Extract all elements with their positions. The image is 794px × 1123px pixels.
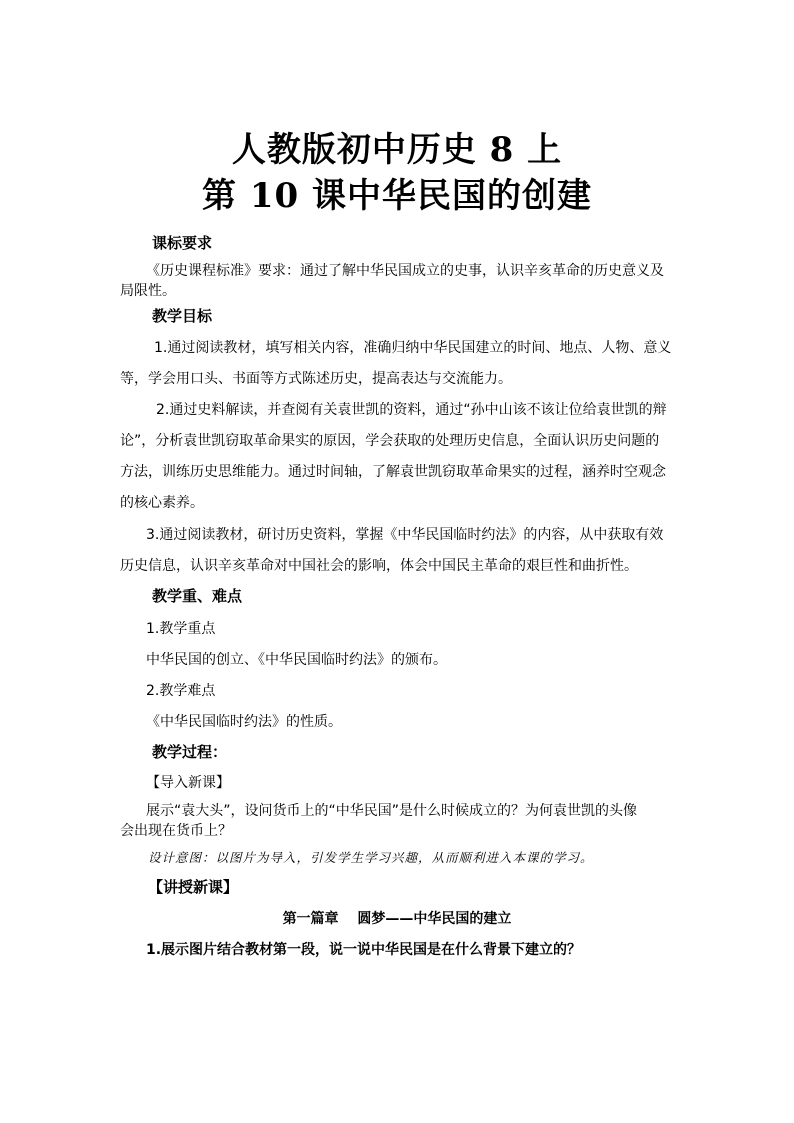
goal1-line2: 等，学会用口头、书面等方式陈述历史，提高表达与交流能力。 — [120, 371, 512, 387]
goals-heading: 教学目标 — [152, 307, 213, 325]
goal2-line3: 方法，训练历史思维能力。通过时间轴，了解袁世凯窃取革命果实的过程，涵养时空观念 — [120, 464, 666, 480]
document-title-line2: 第 10 课中华民国的创建 — [202, 176, 592, 216]
difficult-text: 《中华民国临时约法》的性质。 — [146, 714, 342, 730]
goal1-line1: 1.通过阅读教材，填写相关内容，准确归纳中华民国建立的时间、地点、人物、意义 — [154, 340, 672, 356]
intro-label: 【导入新课】 — [146, 775, 230, 791]
goal3-line1: 3.通过阅读教材，研讨历史资料，掌握《中华民国临时约法》的内容，从中获取有效 — [146, 527, 664, 543]
process-heading: 教学过程： — [152, 743, 228, 761]
key-label: 1.教学重点 — [146, 621, 216, 637]
key-text: 中华民国的创立、《中华民国临时约法》的颁布。 — [146, 652, 447, 668]
goal2-line2: 论”，分析袁世凯窃取革命果实的原因，学会获取的处理历史信息，全面认识历史问题的 — [120, 433, 660, 449]
question-1: 1.展示图片结合教材第一段，说一说中华民国是在什么背景下建立的？ — [146, 942, 582, 958]
goal2-line4: 的核心素养。 — [120, 495, 204, 511]
curriculum-paragraph-line1: 《历史课程标准》要求：通过了解中华民国成立的史事，认识辛亥革命的历史意义及 — [146, 263, 664, 279]
intro-line1: 展示“袁大头”，设问货币上的“中华民国”是什么时候成立的？为何袁世凯的头像 — [146, 803, 638, 819]
new-lesson-label: 【讲授新课】 — [148, 878, 239, 896]
intro-line2: 会出现在货币上？ — [120, 823, 232, 839]
document-title-line1: 人教版初中历史 8 上 — [231, 130, 563, 170]
keypoints-heading: 教学重、难点 — [152, 587, 243, 605]
design-note: 设计意图：以图片为导入，引发学生学习兴趣，从而顺利进入本课的学习。 — [148, 850, 594, 865]
chapter-title: 第一篇章 圆梦——中华民国的建立 — [282, 911, 512, 927]
curriculum-heading: 课标要求 — [152, 234, 213, 252]
goal3-line2: 历史信息，认识辛亥革命对中国社会的影响，体会中国民主革命的艰巨性和曲折性。 — [120, 558, 638, 574]
difficult-label: 2.教学难点 — [146, 683, 216, 699]
curriculum-paragraph-line2: 局限性。 — [120, 283, 176, 299]
goal2-line1: 2.通过史料解读，并查阅有关袁世凯的资料，通过“孙中山该不该让位给袁世凯的辩 — [156, 402, 667, 418]
